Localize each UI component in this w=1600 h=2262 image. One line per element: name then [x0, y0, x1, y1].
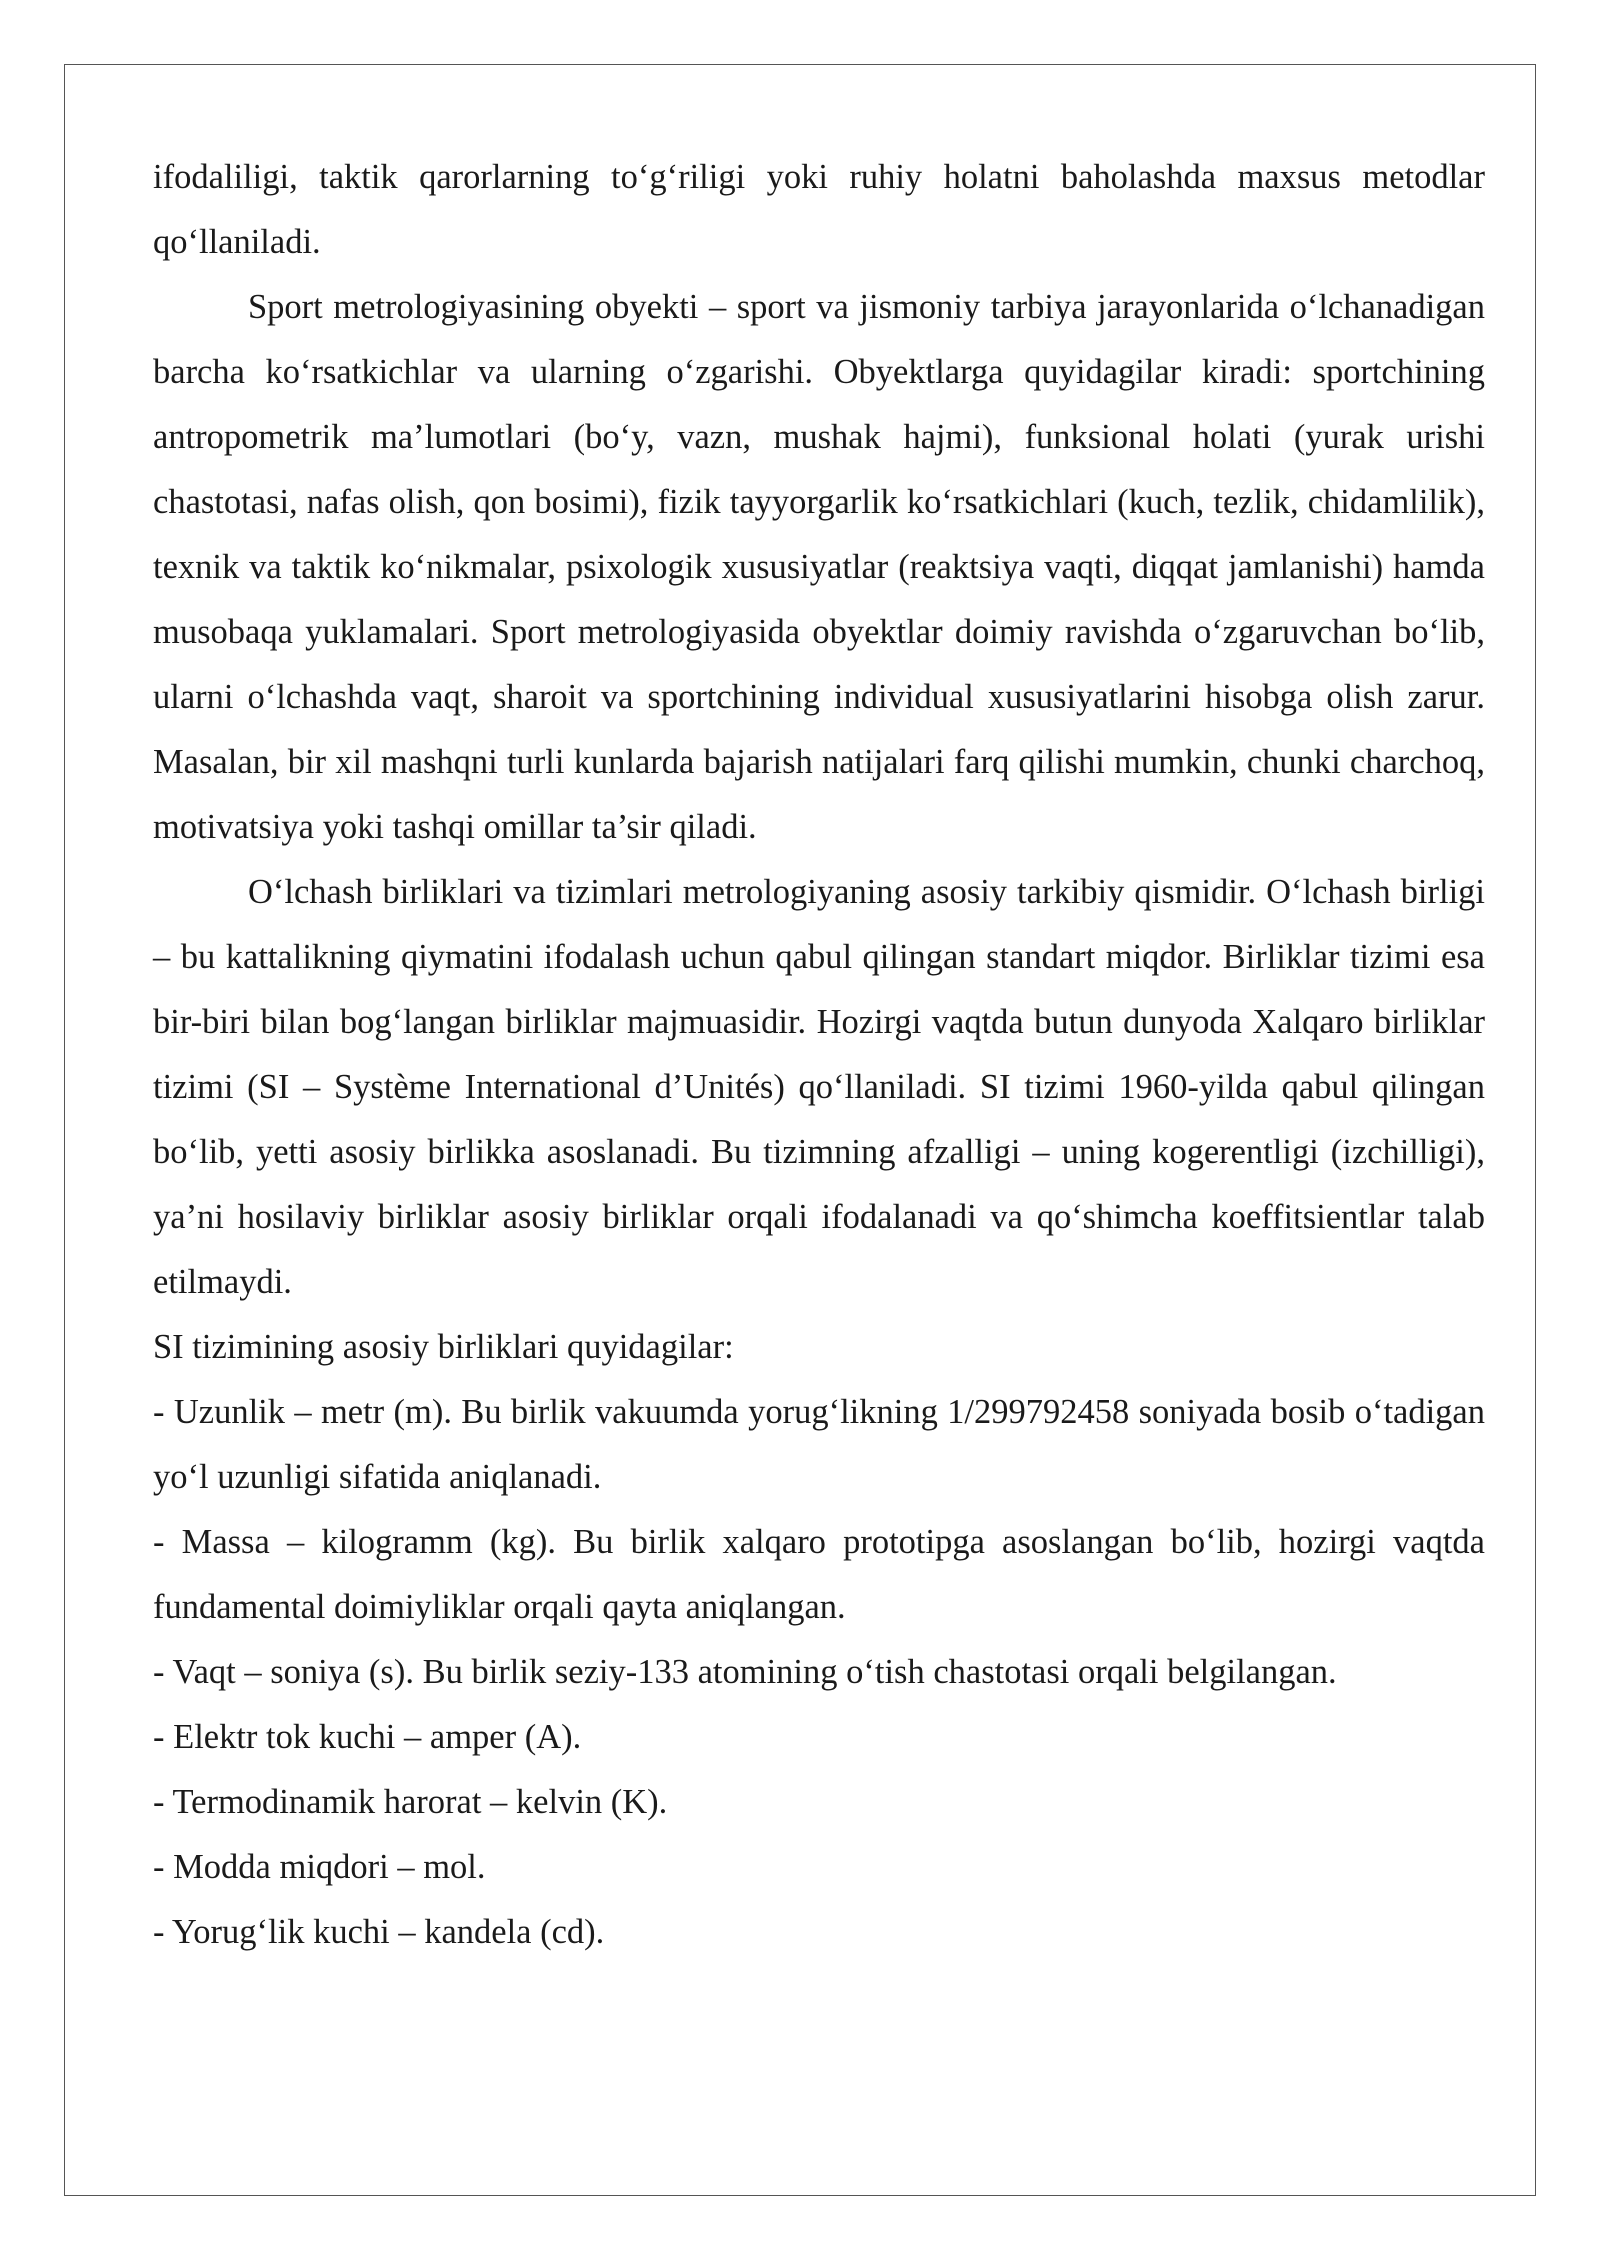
list-intro: SI tizimining asosiy birliklari quyidagilar: [153, 1328, 734, 1366]
list-item-temperature: - Termodinamik harorat – kelvin (K). [153, 1783, 668, 1821]
list-item-luminous-intensity: - Yorug‘lik kuchi – kandela (cd). [153, 1913, 605, 1951]
paragraph-metrology-object: Sport metrologiyasining obyekti – sport va jismoniy tarbiya jarayonlarida o‘lchanadigan barcha ko‘rsatkichlar va ularning o‘zgarishi. Obyektlarga quyidagilar kiradi: sportchining antropometrik ma’lumotlari (bo‘y, vazn, mushak hajmi), funksional holati (yurak urishi chastotasi, nafas olish, qon bosimi), fizik tayyorgarlik ko‘rsatkichlari (kuch, tezlik, chidamlilik), texnik va taktik ko‘nikmalar, psixologik xususiyatlar (reaktsiya vaqti, diqqat jamlanishi) hamda musobaqa yuklamalari. Sport metrologiyasida obyektlar doimiy ravishda o‘zgaruvchan bo‘lib, ularni o‘lchashda vaqt, sharoit va sportchining individual xususiyatlarini hisobga olish zarur. Masalan, bir xil mashqni turli kunlarda bajarish natijalari farq qilishi mumkin, chunki charchoq, motivatsiya yoki tashqi omillar ta’sir qiladi. [153, 288, 1485, 846]
list-item-current: - Elektr tok kuchi – amper (A). [153, 1718, 582, 1756]
paragraph-measurement-units: O‘lchash birliklari va tizimlari metrologiyaning asosiy tarkibiy qismidir. O‘lchash birligi – bu kattalikning qiymatini ifodalash uchun qabul qilingan standart miqdor. Birliklar tizimi esa bir-biri bilan bog‘langan birliklar majmuasidir. Hozirgi vaqtda butun dunyoda Xalqaro birliklar tizimi (SI – Système International d’Unités) qo‘llaniladi. SI tizimi 1960-yilda qabul qilingan bo‘lib, yetti asosiy birlikka asoslanadi. Bu tizimning afzalligi – uning kogerentligi (izchilligi), ya’ni hosilaviy birliklar asosiy birliklar orqali ifodalanadi va qo‘shimcha koeffitsientlar talab etilmaydi. [153, 873, 1485, 1301]
paragraph-continuation: ifodaliligi, taktik qarorlarning to‘g‘riligi yoki ruhiy holatni baholashda maxsus metodlar qo‘llaniladi. [153, 158, 1485, 261]
list-item-substance: - Modda miqdori – mol. [153, 1848, 486, 1886]
list-item-mass: - Massa – kilogramm (kg). Bu birlik xalqaro prototipga asoslangan bo‘lib, hozirgi vaqtda fundamental doimiyliklar orqali qayta aniqlangan. [153, 1523, 1485, 1626]
list-item-length: - Uzunlik – metr (m). Bu birlik vakuumda yorug‘likning 1/299792458 soniyada bosib o‘tadigan yo‘l uzunligi sifatida aniqlanadi. [153, 1393, 1485, 1496]
document-body [153, 145, 1485, 1965]
list-item-time: - Vaqt – soniya (s). Bu birlik seziy-133 atomining o‘tish chastotasi orqali belgilangan. [153, 1653, 1337, 1691]
